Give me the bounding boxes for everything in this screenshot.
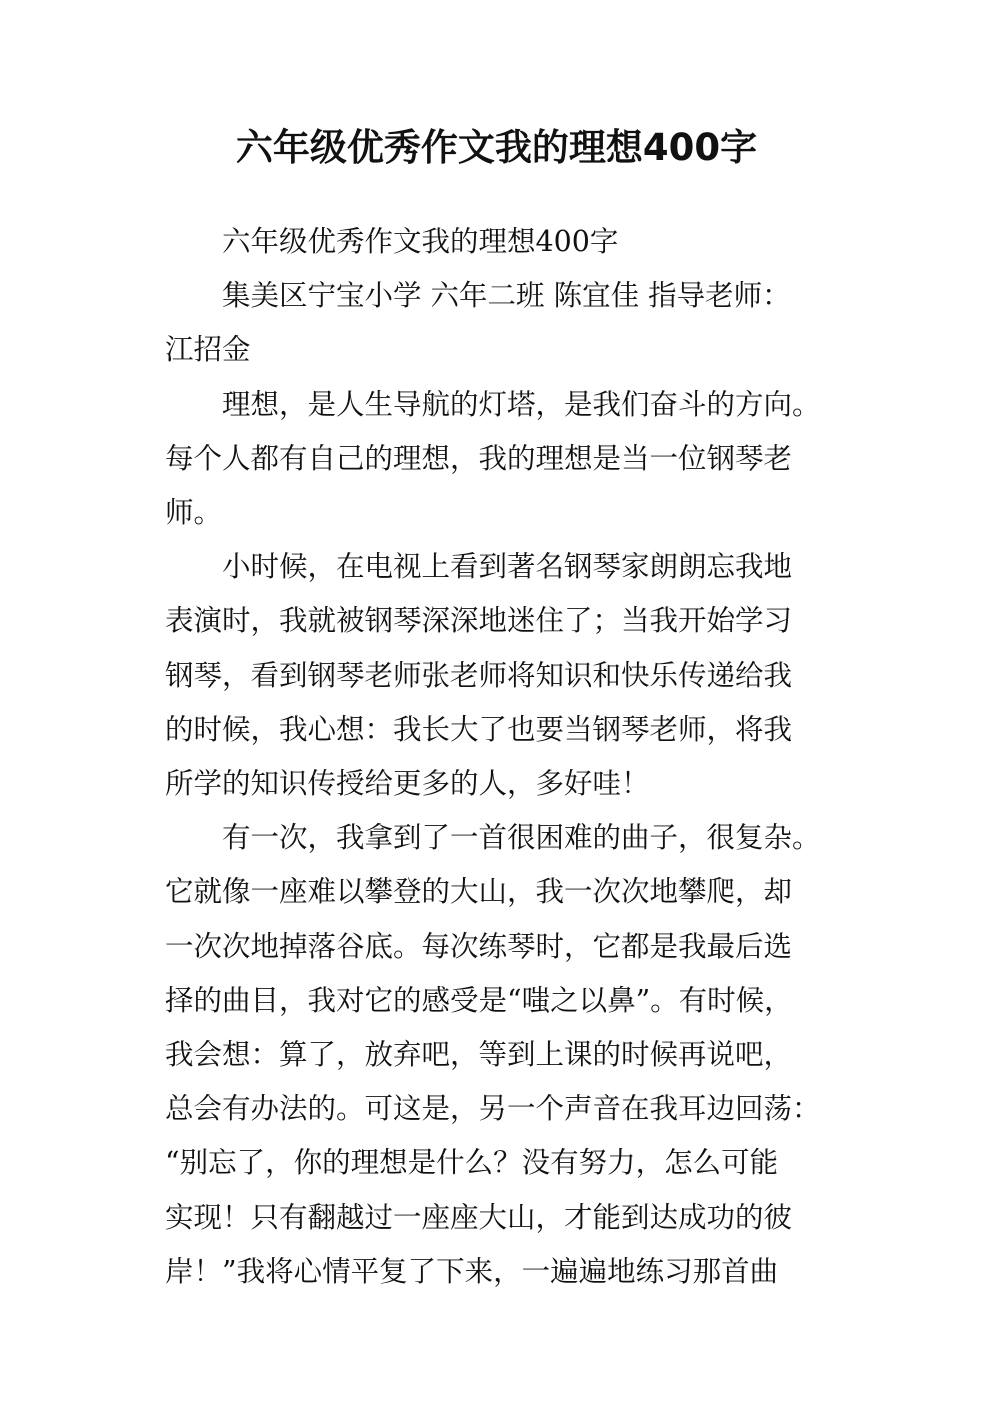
text-line: 表演时，我就被钢琴深深地迷住了；当我开始学习 (165, 604, 793, 638)
text-line: 岸！”我将心情平复了下来，一遍遍地练习那首曲 (165, 1254, 779, 1288)
text-line: 每个人都有自己的理想，我的理想是当一位钢琴老 (165, 441, 793, 475)
text-line: 集美区宁宝小学 六年二班 陈宜佳 指导老师： (222, 279, 791, 313)
paragraph-childhood (165, 540, 845, 811)
document-body (165, 215, 845, 1299)
text-line: 的时候，我心想：我长大了也要当钢琴老师，将我 (165, 712, 793, 746)
text-line: 实现！只有翻越过一座座大山，才能到达成功的彼 (165, 1200, 793, 1234)
paragraph-intro (165, 378, 845, 541)
text-line: 所学的知识传授给更多的人，多好哇！ (165, 767, 650, 801)
text-line: 择的曲目，我对它的感受是“嗤之以鼻”。有时候， (165, 983, 793, 1017)
text-line: 钢琴，看到钢琴老师张老师将知识和快乐传递给我 (165, 658, 793, 692)
text-line: 有一次，我拿到了一首很困难的曲子，很复杂。 (222, 821, 821, 855)
text-line: 我会想：算了，放弃吧，等到上课的时候再说吧， (165, 1038, 793, 1072)
document-title: 六年级优秀作文我的理想400字 (235, 126, 758, 169)
text-line: 理想，是人生导航的灯塔，是我们奋斗的方向。 (222, 387, 821, 421)
text-line: “别忘了，你的理想是什么？没有努力，怎么可能 (165, 1146, 779, 1180)
text-line: 六年级优秀作文我的理想400字 (222, 225, 619, 258)
text-line: 江招金 (165, 333, 251, 367)
paragraph-difficult-piece (165, 811, 845, 1299)
paragraph-heading-repeat (165, 215, 845, 269)
text-line: 它就像一座难以攀登的大山，我一次次地攀爬，却 (165, 875, 793, 909)
text-line: 总会有办法的。可这是，另一个声音在我耳边回荡： (165, 1092, 821, 1126)
text-line: 小时候，在电视上看到著名钢琴家朗朗忘我地 (222, 550, 793, 584)
paragraph-author-info (165, 269, 845, 377)
text-line: 一次次地掉落谷底。每次练琴时，它都是我最后选 (165, 929, 793, 963)
text-line: 师。 (165, 496, 223, 530)
